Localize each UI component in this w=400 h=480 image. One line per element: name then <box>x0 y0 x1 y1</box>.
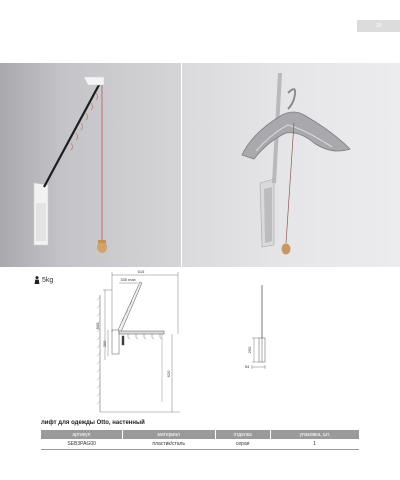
header-article: артикул <box>41 430 122 439</box>
cell-package: 1 <box>270 439 359 449</box>
page-number-tab <box>357 20 400 32</box>
technical-drawing <box>0 265 400 415</box>
dim-side-depth-label: 54 <box>244 364 250 369</box>
front-view-drawing <box>97 272 180 412</box>
dim-side-height-label: 250 <box>247 346 252 354</box>
page-number: 19 <box>375 23 382 29</box>
weight-label: 5kg <box>42 276 54 284</box>
cell-finish: серая <box>215 439 270 449</box>
cell-material: пластик/сталь <box>122 439 215 449</box>
header-material: материал <box>122 430 215 439</box>
product-photo-lowered <box>0 63 181 267</box>
side-view-drawing <box>252 285 265 369</box>
header-package: упаковка, шт. <box>270 430 359 439</box>
product-photo-with-hanger <box>182 63 400 267</box>
header-finish: отделка <box>215 430 270 439</box>
spec-table-header-row <box>41 430 359 439</box>
dim-height-total-label: 800 <box>95 322 100 330</box>
side-view-dimensions <box>245 346 252 369</box>
product-title: лифт для одежды Otto, настенный <box>41 420 145 426</box>
dim-height-floor-label: 620 <box>166 370 171 378</box>
dim-height-arm-label: 250 <box>102 340 107 348</box>
table-row <box>41 439 359 449</box>
hanger-lift-photo-graphic <box>182 63 400 267</box>
spec-table <box>41 430 359 450</box>
cell-article: SEB3PAG00 <box>41 439 122 449</box>
dim-width-label: 615 <box>137 269 145 274</box>
dim-inner-label: 335 max <box>120 277 136 282</box>
wall-lift-photo-graphic <box>0 63 181 267</box>
front-view-dimensions <box>95 269 171 377</box>
